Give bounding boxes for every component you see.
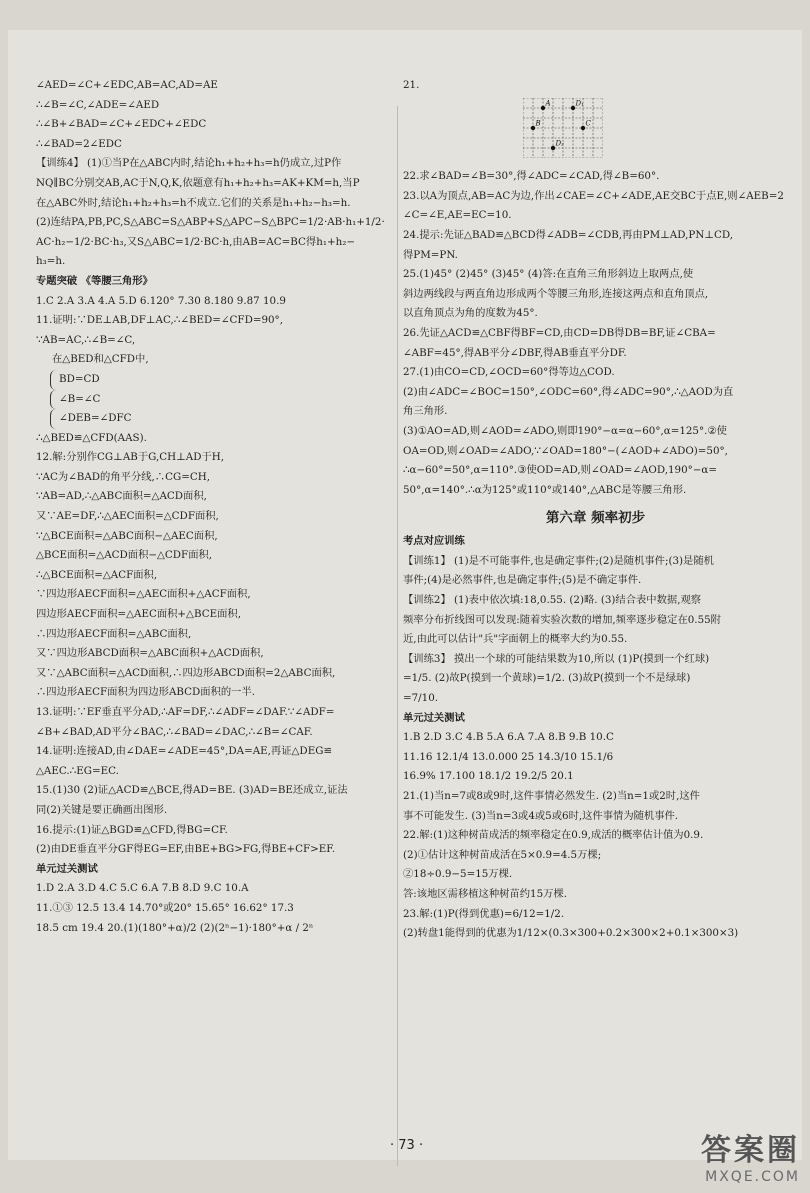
right-line: 得PM=PN. [403,248,458,261]
grid-point-label: D₂ [555,139,564,148]
left-line: 1.D 2.A 3.D 4.C 5.C 6.A 7.B 8.D 9.C 10.A [36,882,249,895]
left-line: 又∵AE=DF,∴△AEC面积=△CDF面积, [36,510,219,523]
left-line: ∴∠BAD=2∠EDC [36,137,122,150]
left-line: 又∵△ABC面积=△ACD面积,∴四边形ABCD面积=2△ABC面积, [36,666,336,679]
left-line: ∵四边形AECF面积=△AEC面积+△ACF面积, [36,588,251,601]
section-heading: 考点对应训练 [403,535,465,548]
left-line: ∴∠B=∠C,∠ADE=∠AED [36,98,160,111]
left-line: 13.证明:∵EF垂直平分AD,∴AF=DF,∴∠ADF=∠DAF.∵∠ADF= [36,706,335,718]
left-line: (2)连结PA,PB,PC,S△ABC=S△ABP+S△APC−S△BPC=1/2·AB·h₁+1/2· [36,216,385,229]
left-line: ∴△BED≌△CFD(AAS). [36,431,147,444]
left-line: ∴四边形AECF面积=△ABC面积, [36,627,192,640]
watermark-url: MXQE.COM [705,1169,800,1185]
left-line: ∠DEB=∠DFC [50,409,386,429]
left-line: 18.5 cm 19.4 20.(1)(180°+α)/2 (2)(2ⁿ−1)·180°+α / 2ⁿ [36,921,314,934]
left-column [36,76,386,938]
left-line: ∵AC为∠BAD的角平分线,∴CG=CH, [36,470,210,483]
left-line: ∴△BCE面积=△ACF面积, [36,568,158,581]
section-heading: 单元过关测试 [36,862,98,875]
left-line: ∴∠B+∠BAD=∠C+∠EDC+∠EDC [36,118,207,131]
left-line: 又∵四边形ABCD面积=△ABC面积+△ACD面积, [36,647,264,660]
left-line: 14.证明:连接AD,由∠DAE=∠ADE=45°,DA=AE,再证△DEG≌ [36,745,333,758]
left-line: ∵△BCE面积=△ABC面积−△AEC面积, [36,529,218,542]
right-line: =1/5. (2)故P(摸到一个黄球)=1/2. (3)故P(摸到一个不是绿球) [403,672,691,685]
right-line: (2)转盘1能得到的优惠为1/12×(0.3×300+0.2×300×2+0.1×300×3) [403,927,739,940]
left-line: △AEC.∴EG=EC. [36,764,119,777]
grid-point-label: D₁ [575,99,584,108]
left-line: 四边形AECF面积=△AEC面积+△BCE面积, [36,608,241,621]
left-line: 在△ABC外时,结论h₁+h₂+h₃=h不成立.它们的关系是h₁+h₂−h₃=h. [36,196,351,209]
right-line: 22.解:(1)这种树苗成活的频率稳定在0.9,成活的概率估计值为0.9. [403,829,704,842]
right-line: 事件;(4)是必然事件,也是确定事件;(5)是不确定事件. [403,574,642,587]
right-line: 角三角形. [403,405,448,418]
watermark-text: 答案圈 [701,1133,800,1168]
left-line: 【训练4】 (1)①当P在△ABC内时,结论h₁+h₂+h₃=h仍成立,过P作 [36,157,342,170]
right-line: OA=OD,则∠OAD=∠ADO,∵∠OAD=180°−(∠AOD+∠ADO)=50°, [403,444,728,457]
left-line: 11.①③ 12.5 13.4 14.70°或20° 15.65° 16.62° 17.3 [36,901,294,914]
document-page [8,30,802,1160]
grid-point-label: A [545,99,551,108]
column-divider [397,106,398,1166]
left-line: 同(2)关键是要正确画出图形. [36,803,168,816]
right-line: (3)①AO=AD,则∠AOD=∠ADO,则即190°−α=α−60°,α=125°.②使 [403,424,727,437]
right-line: 21. [403,79,420,91]
right-line: ②18÷0.9−5=15万棵. [403,868,513,881]
section-heading: 专题突破 《等腰三角形》 [36,274,153,287]
right-line: 近,由此可以估计"兵"字面朝上的概率大约为0.55. [403,633,628,646]
right-line: (2)①估计这种树苗成活在5×0.9=4.5万棵; [403,848,602,861]
left-line: 11.证明:∵DE⊥AB,DF⊥AC,∴∠BED=∠CFD=90°, [36,314,283,327]
right-line: 23.以A为顶点,AB=AC为边,作出∠CAE=∠C+∠ADE,AE交BC于点E,则∠AEB=2 [403,189,784,202]
right-line: 25.(1)45° (2)45° (3)45° (4)答:在直角三角形斜边上取两点,使 [403,268,694,281]
left-line: ∠B+∠BAD,AD平分∠BAC,∴∠BAD=∠DAC,∴∠B=∠CAF. [36,725,313,738]
left-line: h₃=h. [36,255,66,268]
right-line: (2)由∠ADC=∠BOC=150°,∠ODC=60°,得∠ADC=90°,∴△AOD为直 [403,385,734,398]
right-line: 频率分布折线图可以发现:随着实验次数的增加,频率逐步稳定在0.55附 [403,613,721,626]
right-line: 50°,α=140°.∴α为125°或110°或140°,△ABC是等腰三角形. [403,483,687,496]
right-line: 22.求∠BAD=∠B=30°,得∠ADC=∠CAD,得∠B=60°. [403,170,660,183]
right-column [403,76,788,944]
left-line: (2)由DE垂直平分GF得EG=EF,由BE+BG>FG,得BE+CF>EF. [36,843,336,856]
right-line: 【训练1】 (1)是不可能事件,也是确定事件;(2)是随机事件;(3)是随机 [403,554,714,567]
left-line: 在△BED和△CFD中, [52,353,149,366]
right-line: 27.(1)由CO=CD,∠OCD=60°得等边△COD. [403,366,615,379]
right-line: ∴α−60°=50°,α=110°.③使OD=AD,则∠OAD=∠AOD,190°−α= [403,464,718,477]
right-line: 答:该地区需移植这种树苗约15万棵. [403,887,568,900]
watermark [701,1125,800,1185]
right-line: 【训练2】 (1)表中依次填:18,0.55. (2)略. (3)结合表中数据,观察 [403,594,702,607]
right-line: ∠ABF=45°,得AB平分∠DBF,得AB垂直平分DF. [403,346,627,359]
right-line: 23.解:(1)P(得到优惠)=6/12=1/2. [403,907,565,920]
right-line: 26.先证△ACD≌△CBF得BF=CD,由CD=DB得DB=BF,证∠CBA= [403,326,716,339]
left-line: 1.C 2.A 3.A 4.A 5.D 6.120° 7.30 8.180 9.87 10.9 [36,294,286,307]
chapter-title: 第六章 频率初步 [545,510,646,527]
left-line: 15.(1)30 (2)证△ACD≌△BCE,得AD=BE. (3)AD=BE还成立,证法 [36,784,348,797]
left-line: ∴四边形AECF面积为四边形ABCD面积的一半. [36,686,256,699]
grid-figure [523,98,603,158]
left-line: NQ∥BC分别交AB,AC于N,Q,K,依题意有h₁+h₂+h₃=AK+KM=h,当P [36,176,360,189]
left-line: ∵AB=AD,∴△ABC面积=△ACD面积, [36,490,207,503]
right-line: =7/10. [403,692,439,705]
right-line: 事不可能发生. (3)当n=3或4或5或6时,这件事情为随机事件. [403,809,679,822]
right-line: 24.提示:先证△BAD≌△BCD得∠ADB=∠CDB,再由PM⊥AD,PN⊥CD, [403,228,734,241]
left-line: AC·h₂−1/2·BC·h₃,又S△ABC=1/2·BC·h,由AB=AC=BC得h₁+h₂− [36,235,355,248]
left-line: △BCE面积=△ACD面积−△CDF面积, [36,549,213,562]
left-line: 12.解:分别作CG⊥AB于G,CH⊥AD于H, [36,451,225,464]
right-line: 11.16 12.1/4 13.0.000 25 14.3/10 15.1/6 [403,750,614,763]
grid-point-label: C [585,119,591,128]
right-line: 【训练3】 摸出一个球的可能结果数为10,所以 (1)P(摸到一个红球) [403,652,710,665]
left-line: ∵AB=AC,∴∠B=∠C, [36,333,136,346]
right-line: 斜边两线段与两直角边形成两个等腰三角形,连接这两点和直角顶点, [403,287,709,300]
right-line: 1.B 2.D 3.C 4.B 5.A 6.A 7.A 8.B 9.B 10.C [403,731,614,744]
section-heading: 单元过关测试 [403,711,465,724]
right-line: 16.9% 17.100 18.1/2 19.2/5 20.1 [403,770,574,783]
left-line: 16.提示:(1)证△BGD≌△CFD,得BG=CF. [36,823,228,836]
right-line: 21.(1)当n=7或8或9时,这件事情必然发生. (2)当n=1或2时,这件 [403,790,700,802]
right-line: 以直角顶点为角的度数为45°. [403,307,538,320]
left-line: ∠AED=∠C+∠EDC,AB=AC,AD=AE [36,79,218,91]
left-line: BD=CD [50,370,386,390]
page-number: · 73 · [390,1138,424,1153]
left-line: ∠B=∠C [50,390,386,410]
right-line: ∠C=∠E,AE=EC=10. [403,209,512,222]
grid-point-label: B [535,119,541,128]
